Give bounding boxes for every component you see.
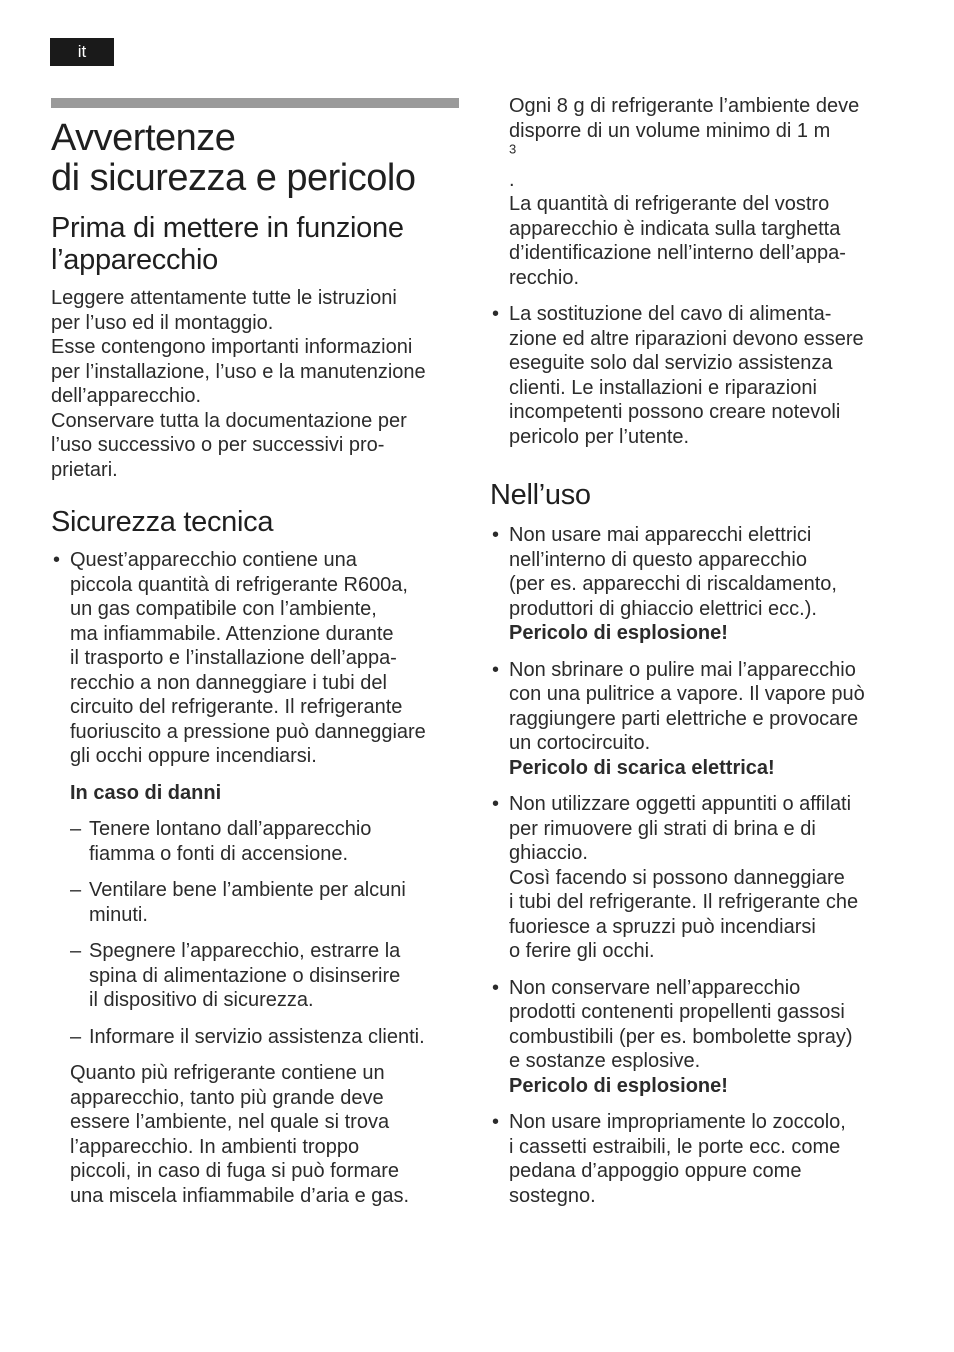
bullet-glyph: •: [492, 1111, 500, 1133]
text-line: e sostanze esplosive.: [509, 1050, 701, 1072]
bullet-item: [490, 302, 910, 449]
bullet-glyph: •: [492, 976, 500, 999]
text-line: Informare il servizio assistenza clienti.: [89, 1025, 425, 1048]
text-line: gli occhi oppure incendiarsi.: [70, 745, 317, 767]
page-title-line: di sicurezza e pericolo: [51, 157, 416, 199]
bullet-item: [51, 548, 466, 769]
text-line: combustibili (per es. bombolette spray): [509, 1025, 853, 1048]
text-line: i tubi del refrigerante. Il refrigerante che: [509, 891, 859, 913]
text-line: per rimuovere gli strati di brina e di: [509, 817, 816, 840]
text-line: i cassetti estraibili, le porte ecc. come: [509, 1135, 841, 1158]
text-line: Non sbrinare o pulire mai l’apparecchio: [509, 658, 856, 681]
text-line: apparecchio è indicata sulla targhetta: [509, 217, 841, 240]
text-line: piccoli, in caso di fuga si può formare: [70, 1160, 400, 1182]
left-column: [51, 118, 466, 1208]
text-line: Leggere attentamente tutte le istruzioni: [51, 287, 397, 309]
text-line: prietari.: [51, 458, 118, 481]
bullet-glyph: •: [492, 303, 500, 325]
page-title-line: Avvertenze: [51, 117, 236, 159]
text-line: spina di alimentazione o disinserire: [89, 964, 401, 987]
superscript: 3: [509, 141, 517, 157]
dash-item: [51, 939, 466, 1013]
text-line: piccola quantità di refrigerante R600a,: [70, 573, 408, 596]
title-rule: [51, 98, 459, 108]
text-line: una miscela infiammabile d’aria e gas.: [70, 1184, 410, 1207]
text-line: (per es. apparecchi di riscaldamento,: [509, 573, 837, 595]
text-line: prodotti contenenti propellenti gassosi: [509, 1001, 845, 1023]
text-line: Così facendo si possono danneggiare: [509, 866, 845, 889]
text-line: In caso di danni: [70, 781, 222, 804]
bullet-item: [490, 658, 910, 781]
text-line: circuito del refrigerante. Il refrigerante: [70, 696, 403, 718]
heading-nelluso: Nell’uso: [490, 479, 591, 511]
text-line: Non usare impropriamente lo zoccolo,: [509, 1111, 846, 1133]
text-line: Non usare mai apparecchi elettrici: [509, 524, 812, 546]
warning-text: Pericolo di esplosione!: [509, 622, 728, 644]
text-line: Non utilizzare oggetti appuntiti o affilati: [509, 793, 852, 815]
text-line: ghiaccio.: [509, 842, 588, 864]
text-line: La sostituzione del cavo di alimenta-: [509, 303, 832, 325]
right-column: [490, 94, 910, 1208]
text-line: minuti.: [89, 903, 148, 926]
text-line: Esse contengono importanti informazioni: [51, 336, 413, 358]
dash-glyph: –: [70, 818, 82, 840]
text-line: ma infiammabile. Attenzione durante: [70, 622, 394, 645]
text-line: La quantità di refrigerante del vostro: [509, 193, 830, 215]
text-line: recchio.: [509, 266, 580, 289]
heading-line: l’apparecchio: [51, 244, 218, 276]
warning-text: Pericolo di scarica elettrica!: [509, 756, 775, 779]
text-line: nell’interno di questo apparecchio: [509, 548, 807, 571]
text-fragment: disporre di un volume minimo di 1 m: [509, 119, 831, 142]
bullet-item: [490, 792, 910, 964]
dash-glyph: –: [70, 879, 82, 901]
bullet-item: [490, 1110, 910, 1208]
text-line: incompetenti possono creare notevoli: [509, 401, 841, 423]
text-line: o ferire gli occhi.: [509, 940, 655, 962]
text-line: Tenere lontano dall’apparecchio: [89, 818, 372, 840]
text-line: clienti. Le installazioni e riparazioni: [509, 376, 817, 399]
text-line: pedana d’appoggio oppure come: [509, 1160, 802, 1182]
page-title: [51, 118, 466, 198]
text-line: essere l’ambiente, nel quale si trova: [70, 1111, 390, 1133]
text-line: con una pulitrice a vapore. Il vapore può: [509, 683, 865, 705]
text-line: per l’installazione, l’uso e la manutenzione: [51, 360, 426, 383]
text-line: recchio a non danneggiare i tubi del: [70, 671, 387, 694]
damage-heading: [51, 781, 466, 806]
text-line-with-superscript: [509, 119, 910, 193]
quantity-paragraph: [51, 1061, 466, 1208]
text-line: Ogni 8 g di refrigerante l’ambiente deve: [509, 95, 860, 117]
dash-item: [51, 1025, 466, 1050]
heading-line: Prima di mettere in funzione: [51, 212, 404, 244]
dash-glyph: –: [70, 1025, 82, 1048]
text-line: pericolo per l’utente.: [509, 425, 690, 448]
text-line: l’uso successivo o per successivi pro-: [51, 434, 385, 456]
heading-prima: [51, 212, 466, 276]
text-line: Quanto più refrigerante contiene un: [70, 1062, 385, 1084]
text-line: Conservare tutta la documentazione per: [51, 409, 407, 432]
text-line: raggiungere parti elettriche e provocare: [509, 707, 859, 730]
bullet-item: [490, 976, 910, 1099]
text-line: per l’uso ed il montaggio.: [51, 311, 274, 334]
text-line: fiamma o fonti di accensione.: [89, 842, 349, 865]
intro-paragraph: [51, 286, 466, 482]
bullet-glyph: •: [492, 658, 500, 681]
text-line: d’identificazione nell’interno dell’appa-: [509, 242, 846, 264]
text-line: un gas compatibile con l’ambiente,: [70, 598, 377, 620]
bullet-glyph: •: [492, 524, 500, 546]
text-line: l’apparecchio. In ambienti troppo: [70, 1135, 360, 1158]
text-line: fuoriesce a spruzzi può incendiarsi: [509, 915, 816, 938]
dash-glyph: –: [70, 940, 82, 962]
bullet-glyph: •: [53, 549, 61, 571]
text-line: produttori di ghiaccio elettrici ecc.).: [509, 597, 817, 620]
text-line: Quest’apparecchio contiene una: [70, 549, 357, 571]
text-line: Non conservare nell’apparecchio: [509, 976, 801, 999]
bullet-item: [490, 523, 910, 646]
text-line: un cortocircuito.: [509, 732, 651, 754]
text-line: apparecchio, tanto più grande deve: [70, 1086, 384, 1109]
text-line: il dispositivo di sicurezza.: [89, 989, 314, 1011]
text-line: sostegno.: [509, 1184, 596, 1207]
dash-item: [51, 878, 466, 927]
text-line: zione ed altre riparazioni devono essere: [509, 327, 864, 350]
language-tab: it: [50, 38, 114, 66]
text-line: Spegnere l’apparecchio, estrarre la: [89, 940, 401, 962]
text-line: il trasporto e l’installazione dell’appa-: [70, 647, 397, 669]
dash-item: [51, 817, 466, 866]
warning-text: Pericolo di esplosione!: [509, 1074, 728, 1097]
heading-sicurezza-tecnica: Sicurezza tecnica: [51, 506, 274, 538]
text-line: eseguite solo dal servizio assistenza: [509, 352, 833, 374]
text-line: dell’apparecchio.: [51, 385, 202, 407]
text-fragment: .: [509, 168, 515, 191]
bullet-glyph: •: [492, 793, 500, 815]
volume-paragraph: [490, 94, 910, 290]
text-line: fuoriuscito a pressione può danneggiare: [70, 720, 426, 743]
text-line: Ventilare bene l’ambiente per alcuni: [89, 879, 406, 901]
